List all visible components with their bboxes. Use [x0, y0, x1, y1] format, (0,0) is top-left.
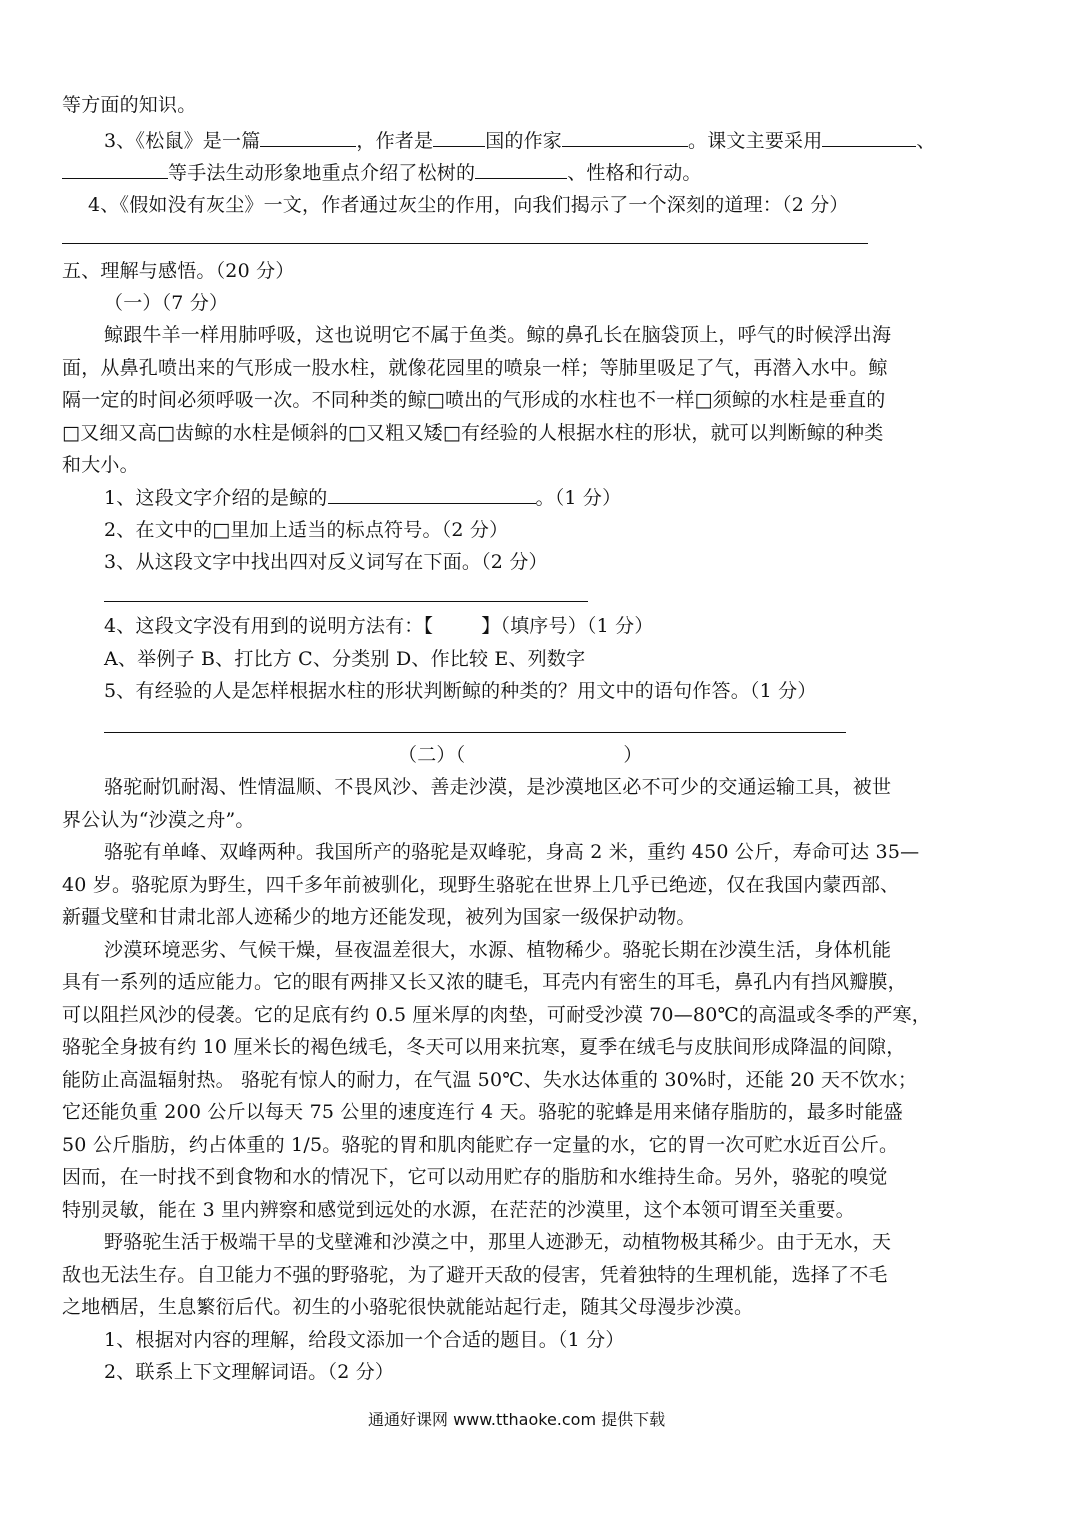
passage-line: 面，从鼻孔喷出来的气形成一股水柱，就像花园里的喷泉一样；等肺里吸足了气，再潜入水中。鲸: [62, 357, 888, 379]
passage-line: □又细又高□齿鲸的水柱是倾斜的□又粗又矮□有经验的人根据水柱的形状，就可以判断鲸的种类: [62, 422, 884, 444]
passage-line: 骆驼耐饥耐渴、性情温顺、不畏风沙、善走沙漠，是沙漠地区必不可少的交通运输工具，被世: [104, 776, 892, 798]
passage-line: 界公认为“沙漠之舟”。: [62, 809, 255, 831]
answer-blank[interactable]: [562, 128, 688, 147]
question-5: 5、有经验的人是怎样根据水柱的形状判断鲸的种类的？用文中的语句作答。（1 分）: [104, 680, 817, 702]
passage-line: 具有一系列的适应能力。它的眼有两排又长又浓的睫毛，耳壳内有密生的耳毛，鼻孔内有挡风瓣膜，: [62, 971, 907, 993]
passage-line: 敌也无法生存。自卫能力不强的野骆驼，为了避开天敌的侵害，凭着独特的生理机能，选择了不毛: [62, 1264, 888, 1286]
answer-blank[interactable]: [475, 160, 567, 179]
passage-line: 50 公斤脂肪，约占体重的 1/5。骆驼的胃和肌肉能贮存一定量的水，它的胃一次可贮水近百公斤。: [62, 1134, 899, 1156]
passage-line: 骆驼全身披有约 10 厘米长的褐色绒毛，冬天可以用来抗寒，夏季在绒毛与皮肤间形成降温的间隙，: [62, 1036, 906, 1058]
passage-line: 特别灵敏，能在 3 里内辨察和感觉到远处的水源，在茫茫的沙漠里，这个本领可谓至关重要。: [62, 1199, 855, 1221]
question-1: 1、这段文字介绍的是鲸的 。（1 分）: [104, 487, 622, 509]
answer-blank[interactable]: [328, 485, 536, 504]
section-heading: 五、理解与感悟。（20 分）: [62, 260, 295, 282]
question-3: 3、《松鼠》是一篇 ，作者是 国的作家 。课文主要采用 、: [104, 130, 936, 152]
passage-line: 隔一定的时间必须呼吸一次。不同种类的鲸□喷出的气形成的水柱也不一样□须鲸的水柱是垂直的: [62, 389, 886, 411]
passage-line: 野骆驼生活于极端干旱的戈壁滩和沙漠之中，那里人迹渺无，动植物极其稀少。由于无水，天: [104, 1231, 892, 1253]
subsection-heading: （一）（7 分）: [104, 292, 229, 314]
subsection-heading-2: （二）（ ）: [398, 744, 643, 766]
footer-credit: 通通好课网 www.tthaoke.com 提供下载: [368, 1410, 666, 1429]
passage-line: 沙漠环境恶劣、气候干燥，昼夜温差很大，水源、植物稀少。骆驼长期在沙漠生活，身体机能: [104, 939, 892, 961]
answer-line[interactable]: [62, 243, 868, 244]
answer-line[interactable]: [104, 601, 588, 602]
answer-blank[interactable]: [62, 160, 168, 179]
passage-line: 40 岁。骆驼原为野生，四千多年前被驯化，现野生骆驼在世界上几乎已绝迹，仅在我国内蒙西部、: [62, 874, 900, 896]
answer-line[interactable]: [104, 732, 846, 733]
answer-blank[interactable]: [433, 128, 485, 147]
passage-line: 可以阻拦风沙的侵袭。它的足底有约 0.5 厘米厚的肉垫，可耐受沙漠 70—80℃的高温或冬季的严寒，: [62, 1004, 931, 1026]
question-4-text: 4、这段文字没有用到的说明方法有：【 】（填序号）（1 分）: [104, 615, 654, 637]
passage-line: 鲸跟牛羊一样用肺呼吸，这也说明它不属于鱼类。鲸的鼻孔长在脑袋顶上，呼气的时候浮出海: [104, 324, 892, 346]
answer-blank[interactable]: [822, 128, 916, 147]
question-3-text: 3、从这段文字中找出四对反义词写在下面。（2 分）: [104, 551, 548, 573]
options-line: A、举例子 B、打比方 C、分类别 D、作比较 E、列数字: [104, 648, 586, 670]
question-1b: 1、根据对内容的理解，给段文添加一个合适的题目。（1 分）: [104, 1329, 625, 1351]
passage-line: 它还能负重 200 公斤以每天 75 公里的速度连行 4 天。骆驼的驼蜂是用来储存脂肪的，最多时能盛: [62, 1101, 903, 1123]
text-line: 等方面的知识。: [62, 94, 197, 116]
passage-line: 能防止高温辐射热。 骆驼有惊人的耐力，在气温 50℃、失水达体重的 30%时，还能 20 天不饮水；: [62, 1069, 918, 1091]
passage-line: 新疆戈壁和甘肃北部人迹稀少的地方还能发现，被列为国家一级保护动物。: [62, 906, 696, 928]
passage-line: 因而，在一时找不到食物和水的情况下，它可以动用贮存的脂肪和水维持生命。另外，骆驼的嗅觉: [62, 1166, 888, 1188]
question-4: 4、《假如没有灰尘》一文，作者通过灰尘的作用，向我们揭示了一个深刻的道理：（2 分）: [88, 194, 849, 216]
answer-blank[interactable]: [260, 128, 356, 147]
question-3-cont: 等手法生动形象地重点介绍了松树的 、性格和行动。: [62, 160, 702, 185]
question-2b: 2、联系上下文理解词语。（2 分）: [104, 1361, 395, 1383]
passage-line: 之地栖居，生息繁衍后代。初生的小骆驼很快就能站起行走，随其父母漫步沙漠。: [62, 1296, 754, 1318]
passage-line: 骆驼有单峰、双峰两种。我国所产的骆驼是双峰驼，身高 2 米，重约 450 公斤，寿命可达 35—: [104, 841, 920, 863]
question-2: 2、在文中的□里加上适当的标点符号。（2 分）: [104, 519, 509, 541]
passage-line: 和大小。: [62, 454, 139, 476]
